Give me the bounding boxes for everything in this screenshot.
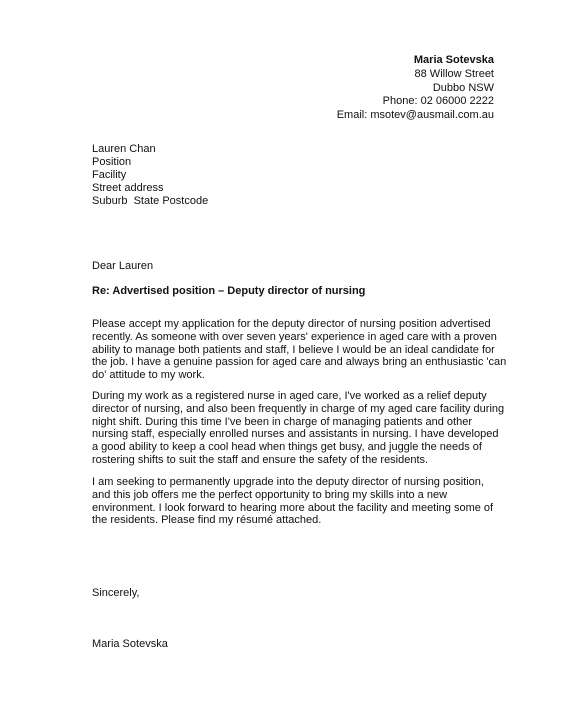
body-paragraph-1	[92, 318, 507, 382]
sender-phone: Phone: 02 06000 2222	[382, 95, 494, 108]
recipient-facility: Facility	[92, 169, 127, 181]
recipient-name: Lauren Chan	[92, 143, 156, 155]
recipient-suburb: Suburb State Postcode	[92, 195, 209, 207]
recipient-street: Street address	[92, 182, 164, 194]
paragraph-line: nursing staff, especially enrolled nurses and assistants in nursing. I have developed	[92, 428, 499, 441]
salutation: Dear Lauren	[92, 260, 154, 272]
sender-email: Email: msotev@ausmail.com.au	[336, 109, 494, 122]
paragraph-line: director of nursing, and also been frequently in charge of my aged care facility during	[92, 402, 505, 415]
paragraph-line: environment. I look forward to hearing more about the facility and meeting some of	[92, 501, 494, 514]
sender-street: 88 Willow Street	[414, 67, 494, 80]
recipient-address-block	[92, 143, 208, 208]
body-paragraph-2	[92, 390, 505, 467]
sender-name: Maria Sotevska	[413, 54, 494, 66]
closing: Sincerely,	[92, 587, 140, 599]
paragraph-line: night shift. During this time I've been in charge of managing patients and other	[92, 415, 472, 428]
paragraph-line: ability to manage both patients and staff, I believe I would be an ideal candidate for	[92, 343, 495, 356]
paragraph-line: rostering shifts to suit the staff and ensure the safety of the residents.	[92, 453, 429, 466]
paragraph-line: the residents. Please find my résumé attached.	[92, 514, 322, 527]
sender-address-block	[337, 54, 494, 123]
signature-name: Maria Sotevska	[92, 638, 168, 650]
paragraph-line: During my work as a registered nurse in aged care, I've worked as a relief deputy	[92, 390, 487, 402]
paragraph-line: recently. As someone with over seven years' experience in aged care with a proven	[92, 330, 497, 343]
body-paragraph-3	[92, 476, 500, 527]
recipient-position: Position	[92, 156, 132, 168]
paragraph-line: Please accept my application for the deputy director of nursing position advertised	[92, 318, 491, 330]
paragraph-line: the job. I have a genuine passion for aged care and always bring an enthusiastic 'can	[92, 356, 507, 369]
paragraph-line: and this job offers me the perfect opportunity to bring my skills into a new	[92, 488, 448, 501]
paragraph-line: a good ability to keep a cool head when things get busy, and juggle the needs of	[92, 441, 482, 454]
subject-line: Re: Advertised position – Deputy director of nursing	[92, 285, 366, 297]
sender-city: Dubbo NSW	[432, 81, 494, 94]
paragraph-line: I am seeking to permanently upgrade into the deputy director of nursing position,	[92, 476, 484, 488]
paragraph-line: do' attitude to my work.	[92, 369, 205, 382]
